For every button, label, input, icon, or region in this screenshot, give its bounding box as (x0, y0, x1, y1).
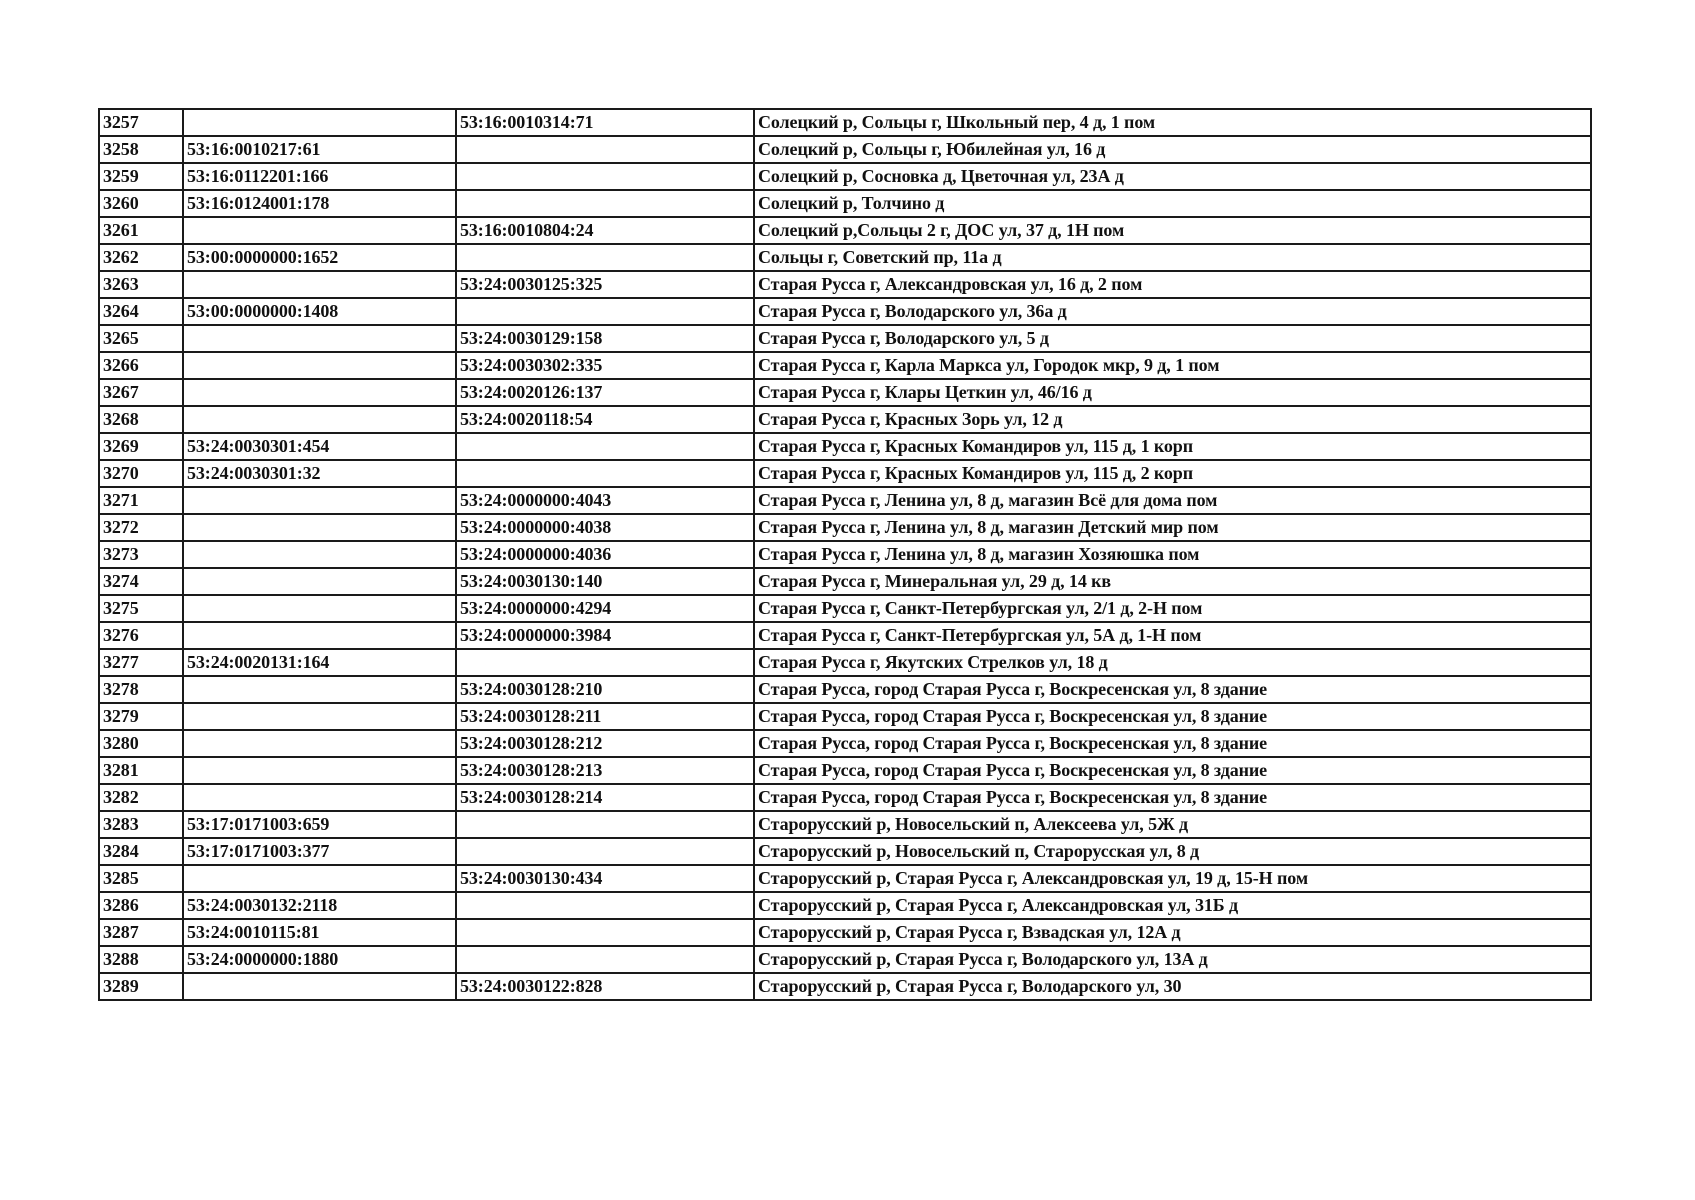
room-cadastral-number-cell: 53:24:0030302:335 (456, 352, 754, 379)
address-cell: Старая Русса, город Старая Русса г, Воскресенская ул, 8 здание (754, 703, 1591, 730)
room-cadastral-number-cell (456, 163, 754, 190)
room-cadastral-number-cell: 53:24:0030129:158 (456, 325, 754, 352)
row-number-cell: 3267 (99, 379, 183, 406)
address-cell: Старая Русса г, Ленина ул, 8 д, магазин Всё для дома пом (754, 487, 1591, 514)
room-cadastral-number-cell (456, 811, 754, 838)
table-row (99, 406, 1591, 433)
room-cadastral-number-cell (456, 460, 754, 487)
room-cadastral-number-cell: 53:24:0030128:214 (456, 784, 754, 811)
address-cell: Старая Русса г, Якутских Стрелков ул, 18 д (754, 649, 1591, 676)
table-row (99, 109, 1591, 136)
room-cadastral-number-cell: 53:24:0000000:4294 (456, 595, 754, 622)
building-cadastral-number-cell: 53:24:0030301:454 (183, 433, 456, 460)
room-cadastral-number-cell: 53:24:0030130:140 (456, 568, 754, 595)
building-cadastral-number-cell (183, 703, 456, 730)
row-number-cell: 3289 (99, 973, 183, 1000)
building-cadastral-number-cell: 53:17:0171003:659 (183, 811, 456, 838)
table-row (99, 217, 1591, 244)
table-row (99, 757, 1591, 784)
address-cell: Старорусский р, Старая Русса г, Александровская ул, 31Б д (754, 892, 1591, 919)
building-cadastral-number-cell (183, 217, 456, 244)
table-row (99, 271, 1591, 298)
table-row (99, 190, 1591, 217)
room-cadastral-number-cell: 53:24:0030130:434 (456, 865, 754, 892)
table-row (99, 487, 1591, 514)
table-row (99, 865, 1591, 892)
table-row (99, 541, 1591, 568)
room-cadastral-number-cell: 53:16:0010804:24 (456, 217, 754, 244)
table-row (99, 676, 1591, 703)
row-number-cell: 3287 (99, 919, 183, 946)
table-row (99, 514, 1591, 541)
room-cadastral-number-cell: 53:16:0010314:71 (456, 109, 754, 136)
address-cell: Старая Русса г, Красных Зорь ул, 12 д (754, 406, 1591, 433)
room-cadastral-number-cell (456, 433, 754, 460)
row-number-cell: 3263 (99, 271, 183, 298)
building-cadastral-number-cell (183, 757, 456, 784)
address-cell: Старая Русса г, Ленина ул, 8 д, магазин Хозяюшка пом (754, 541, 1591, 568)
building-cadastral-number-cell: 53:16:0010217:61 (183, 136, 456, 163)
building-cadastral-number-cell (183, 406, 456, 433)
building-cadastral-number-cell (183, 730, 456, 757)
row-number-cell: 3278 (99, 676, 183, 703)
room-cadastral-number-cell (456, 649, 754, 676)
row-number-cell: 3281 (99, 757, 183, 784)
table-row (99, 352, 1591, 379)
row-number-cell: 3274 (99, 568, 183, 595)
room-cadastral-number-cell: 53:24:0020118:54 (456, 406, 754, 433)
row-number-cell: 3272 (99, 514, 183, 541)
address-cell: Старорусский р, Старая Русса г, Александровская ул, 19 д, 15-Н пом (754, 865, 1591, 892)
address-cell: Старая Русса г, Санкт-Петербургская ул, 2/1 д, 2-Н пом (754, 595, 1591, 622)
table-row (99, 784, 1591, 811)
building-cadastral-number-cell (183, 541, 456, 568)
row-number-cell: 3265 (99, 325, 183, 352)
room-cadastral-number-cell (456, 946, 754, 973)
row-number-cell: 3262 (99, 244, 183, 271)
room-cadastral-number-cell: 53:24:0030128:212 (456, 730, 754, 757)
address-cell: Старорусский р, Старая Русса г, Володарского ул, 13А д (754, 946, 1591, 973)
room-cadastral-number-cell: 53:24:0030128:211 (456, 703, 754, 730)
row-number-cell: 3266 (99, 352, 183, 379)
room-cadastral-number-cell (456, 298, 754, 325)
building-cadastral-number-cell: 53:24:0020131:164 (183, 649, 456, 676)
row-number-cell: 3280 (99, 730, 183, 757)
document-page (98, 108, 1590, 1001)
room-cadastral-number-cell (456, 919, 754, 946)
address-cell: Старая Русса г, Александровская ул, 16 д, 2 пом (754, 271, 1591, 298)
row-number-cell: 3260 (99, 190, 183, 217)
building-cadastral-number-cell (183, 595, 456, 622)
address-cell: Старая Русса г, Ленина ул, 8 д, магазин Детский мир пом (754, 514, 1591, 541)
table-row (99, 892, 1591, 919)
row-number-cell: 3284 (99, 838, 183, 865)
address-cell: Старая Русса г, Клары Цеткин ул, 46/16 д (754, 379, 1591, 406)
address-cell: Солецкий р, Сольцы г, Юбилейная ул, 16 д (754, 136, 1591, 163)
table-row (99, 298, 1591, 325)
address-cell: Солецкий р, Толчино д (754, 190, 1591, 217)
building-cadastral-number-cell (183, 676, 456, 703)
address-cell: Старая Русса, город Старая Русса г, Воскресенская ул, 8 здание (754, 730, 1591, 757)
room-cadastral-number-cell: 53:24:0020126:137 (456, 379, 754, 406)
table-row (99, 460, 1591, 487)
room-cadastral-number-cell: 53:24:0030128:210 (456, 676, 754, 703)
row-number-cell: 3271 (99, 487, 183, 514)
address-cell: Старая Русса, город Старая Русса г, Воскресенская ул, 8 здание (754, 676, 1591, 703)
row-number-cell: 3283 (99, 811, 183, 838)
row-number-cell: 3258 (99, 136, 183, 163)
row-number-cell: 3257 (99, 109, 183, 136)
table-row (99, 838, 1591, 865)
table-row (99, 730, 1591, 757)
room-cadastral-number-cell: 53:24:0000000:3984 (456, 622, 754, 649)
building-cadastral-number-cell (183, 487, 456, 514)
table-row (99, 595, 1591, 622)
building-cadastral-number-cell (183, 325, 456, 352)
building-cadastral-number-cell: 53:24:0010115:81 (183, 919, 456, 946)
building-cadastral-number-cell (183, 973, 456, 1000)
address-cell: Старорусский р, Старая Русса г, Володарского ул, 30 (754, 973, 1591, 1000)
building-cadastral-number-cell: 53:16:0124001:178 (183, 190, 456, 217)
address-cell: Старая Русса г, Санкт-Петербургская ул, 5А д, 1-Н пом (754, 622, 1591, 649)
row-number-cell: 3282 (99, 784, 183, 811)
row-number-cell: 3277 (99, 649, 183, 676)
row-number-cell: 3259 (99, 163, 183, 190)
table-row (99, 433, 1591, 460)
building-cadastral-number-cell (183, 379, 456, 406)
building-cadastral-number-cell (183, 514, 456, 541)
row-number-cell: 3276 (99, 622, 183, 649)
table-row (99, 703, 1591, 730)
row-number-cell: 3286 (99, 892, 183, 919)
building-cadastral-number-cell (183, 109, 456, 136)
building-cadastral-number-cell: 53:00:0000000:1408 (183, 298, 456, 325)
building-cadastral-number-cell: 53:24:0030132:2118 (183, 892, 456, 919)
table-row (99, 136, 1591, 163)
row-number-cell: 3269 (99, 433, 183, 460)
address-cell: Старорусский р, Новосельский п, Старорусская ул, 8 д (754, 838, 1591, 865)
table-row (99, 811, 1591, 838)
room-cadastral-number-cell: 53:24:0000000:4038 (456, 514, 754, 541)
building-cadastral-number-cell: 53:17:0171003:377 (183, 838, 456, 865)
room-cadastral-number-cell: 53:24:0000000:4036 (456, 541, 754, 568)
registry-body (99, 109, 1591, 1000)
room-cadastral-number-cell (456, 190, 754, 217)
room-cadastral-number-cell: 53:24:0030125:325 (456, 271, 754, 298)
building-cadastral-number-cell: 53:16:0112201:166 (183, 163, 456, 190)
room-cadastral-number-cell: 53:24:0000000:4043 (456, 487, 754, 514)
table-row (99, 379, 1591, 406)
table-row (99, 946, 1591, 973)
table-row (99, 973, 1591, 1000)
address-cell: Старая Русса г, Красных Командиров ул, 115 д, 1 корп (754, 433, 1591, 460)
table-row (99, 622, 1591, 649)
address-cell: Старая Русса г, Володарского ул, 36а д (754, 298, 1591, 325)
row-number-cell: 3285 (99, 865, 183, 892)
address-cell: Старорусский р, Старая Русса г, Взвадская ул, 12А д (754, 919, 1591, 946)
room-cadastral-number-cell (456, 136, 754, 163)
table-row (99, 163, 1591, 190)
address-cell: Старая Русса, город Старая Русса г, Воскресенская ул, 8 здание (754, 757, 1591, 784)
building-cadastral-number-cell (183, 568, 456, 595)
table-row (99, 649, 1591, 676)
address-cell: Старая Русса, город Старая Русса г, Воскресенская ул, 8 здание (754, 784, 1591, 811)
row-number-cell: 3268 (99, 406, 183, 433)
table-row (99, 568, 1591, 595)
row-number-cell: 3273 (99, 541, 183, 568)
building-cadastral-number-cell: 53:24:0000000:1880 (183, 946, 456, 973)
building-cadastral-number-cell: 53:24:0030301:32 (183, 460, 456, 487)
address-cell: Солецкий р, Сосновка д, Цветочная ул, 23А д (754, 163, 1591, 190)
building-cadastral-number-cell (183, 622, 456, 649)
row-number-cell: 3270 (99, 460, 183, 487)
row-number-cell: 3288 (99, 946, 183, 973)
address-cell: Солецкий р,Сольцы 2 г, ДОС ул, 37 д, 1Н пом (754, 217, 1591, 244)
address-cell: Солецкий р, Сольцы г, Школьный пер, 4 д, 1 пом (754, 109, 1591, 136)
room-cadastral-number-cell (456, 892, 754, 919)
room-cadastral-number-cell (456, 838, 754, 865)
address-cell: Старая Русса г, Карла Маркса ул, Городок мкр, 9 д, 1 пом (754, 352, 1591, 379)
room-cadastral-number-cell: 53:24:0030128:213 (456, 757, 754, 784)
room-cadastral-number-cell: 53:24:0030122:828 (456, 973, 754, 1000)
row-number-cell: 3279 (99, 703, 183, 730)
room-cadastral-number-cell (456, 244, 754, 271)
property-registry-table (98, 108, 1592, 1001)
row-number-cell: 3264 (99, 298, 183, 325)
address-cell: Старорусский р, Новосельский п, Алексеева ул, 5Ж д (754, 811, 1591, 838)
building-cadastral-number-cell (183, 865, 456, 892)
building-cadastral-number-cell: 53:00:0000000:1652 (183, 244, 456, 271)
address-cell: Сольцы г, Советский пр, 11а д (754, 244, 1591, 271)
table-row (99, 919, 1591, 946)
address-cell: Старая Русса г, Володарского ул, 5 д (754, 325, 1591, 352)
table-row (99, 244, 1591, 271)
building-cadastral-number-cell (183, 784, 456, 811)
table-row (99, 325, 1591, 352)
address-cell: Старая Русса г, Красных Командиров ул, 115 д, 2 корп (754, 460, 1591, 487)
row-number-cell: 3261 (99, 217, 183, 244)
row-number-cell: 3275 (99, 595, 183, 622)
building-cadastral-number-cell (183, 352, 456, 379)
building-cadastral-number-cell (183, 271, 456, 298)
address-cell: Старая Русса г, Минеральная ул, 29 д, 14 кв (754, 568, 1591, 595)
